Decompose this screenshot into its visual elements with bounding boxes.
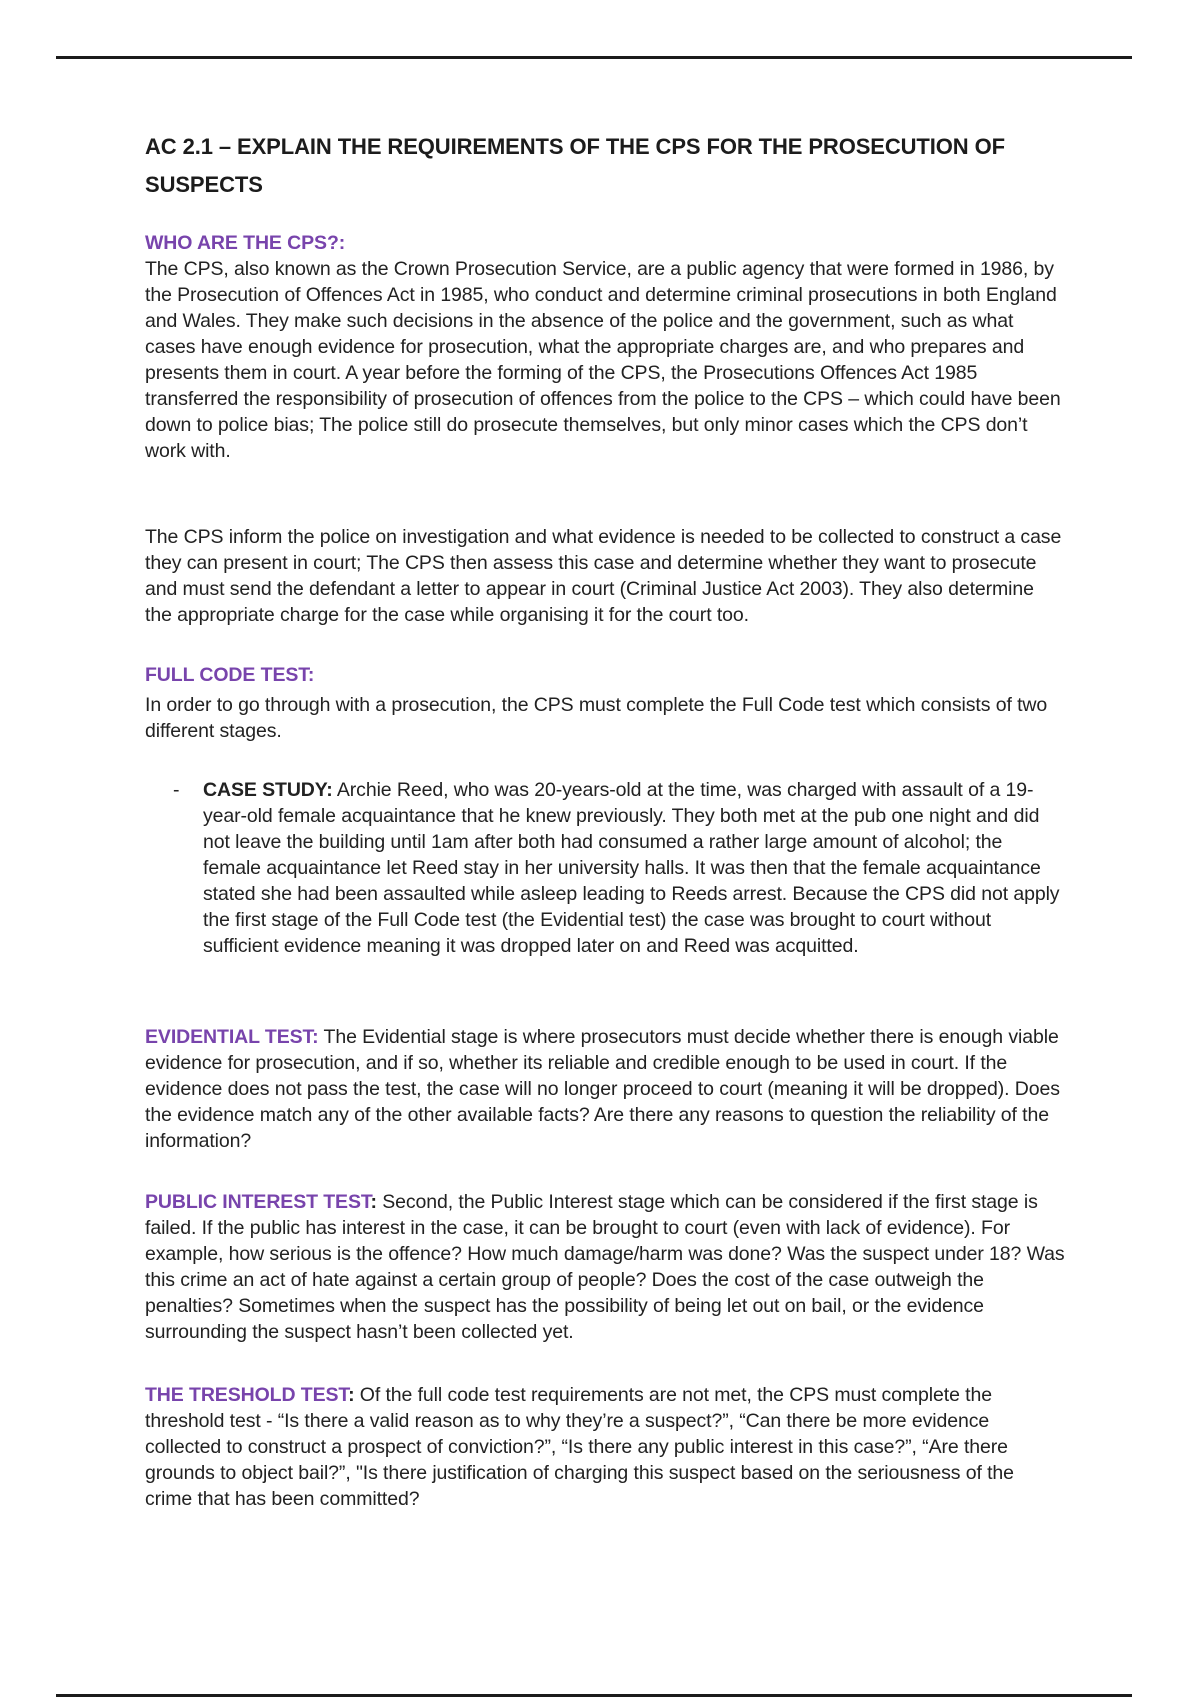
section-heading-who-are-the-cps: WHO ARE THE CPS?:	[145, 232, 346, 254]
paragraph-public-interest-test	[145, 1189, 1065, 1345]
footer-rule	[56, 1694, 1132, 1697]
threshold-test-text: Of the full code test requirements are not met, the CPS must complete the threshold test - “Is there a valid reason as to why they’re a suspect?”, “Can there be more evidence collected to construct a prospect of conviction?”, “Is there any public interest in this case?”, “Are there grounds to object bail?”, "Is there justification of charging this suspect based on the seriousness of the crime that has been committed?	[145, 1384, 1014, 1510]
page-title: AC 2.1 – EXPLAIN THE REQUIREMENTS OF THE CPS FOR THE PROSECUTION OF SUSPECTS	[145, 134, 1005, 197]
threshold-test-colon: :	[348, 1384, 355, 1406]
threshold-test-label: THE TRESHOLD TEST	[145, 1384, 349, 1406]
evidential-test-text: The Evidential stage is where prosecutors must decide whether there is enough viable evidence for prosecution, and if so, whether its reliable and credible enough to be used in court. If the evidence does not pass the test, the case will no longer proceed to court (meaning it will be dropped). Does the evidence match any of the other available facts? Are there any reasons to question the reliability of the information?	[145, 1026, 1060, 1152]
case-study-label: CASE STUDY:	[203, 779, 333, 801]
public-interest-test-colon: :	[370, 1191, 377, 1213]
case-study-paragraph	[203, 777, 1065, 959]
section-heading-full-code-test: FULL CODE TEST:	[145, 664, 315, 686]
case-study-text: Archie Reed, who was 20-years-old at the time, was charged with assault of a 19-year-old female acquaintance that he knew previously. They both met at the pub one night and did not leave the building until 1am after both had consumed a rather large amount of alcohol; the female acquaintance let Reed stay in her university halls. It was then that the female acquaintance stated she had been assaulted while asleep leading to Reeds arrest. Because the CPS did not apply the first stage of the Full Code test (the Evidential test) the case was brought to court without sufficient evidence meaning it was dropped later on and Reed was acquitted.	[203, 779, 1060, 957]
public-interest-test-label: PUBLIC INTEREST TEST	[145, 1191, 371, 1213]
case-study-bullet-item	[145, 777, 1065, 959]
paragraph-full-code-test: In order to go through with a prosecution, the CPS must complete the Full Code test which consists of two different stages.	[145, 694, 1048, 742]
header-rule	[56, 56, 1132, 59]
bullet-dash: -	[173, 779, 180, 801]
paragraph-threshold-test	[145, 1382, 1065, 1512]
evidential-test-label: EVIDENTIAL TEST:	[145, 1026, 319, 1048]
paragraph-who-are-the-cps-1: The CPS, also known as the Crown Prosecution Service, are a public agency that were formed in 1986, by the Prosecution of Offences Act in 1985, who conduct and determine criminal prosecutions in both England and Wales. They make such decisions in the absence of the police and the government, such as what cases have enough evidence for prosecution, what the appropriate charges are, and who prepares and presents them in court. A year before the forming of the CPS, the Prosecutions Offences Act 1985 transferred the responsibility of prosecution of offences from the police to the CPS – which could have been down to police bias; The police still do prosecute themselves, but only minor cases which the CPS don’t work with.	[145, 258, 1061, 462]
public-interest-test-text: Second, the Public Interest stage which can be considered if the first stage is failed. If the public has interest in the case, it can be brought to court (even with lack of evidence). For example, how serious is the offence? How much damage/harm was done? Was the suspect under 18? Was this crime an act of hate against a certain group of people? Does the cost of the case outweigh the penalties? Sometimes when the suspect has the possibility of being let out on bail, or the evidence surrounding the suspect hasn’t been collected yet.	[145, 1191, 1065, 1343]
paragraph-who-are-the-cps-2: The CPS inform the police on investigation and what evidence is needed to be collected to construct a case they can present in court; The CPS then assess this case and determine whether they want to prosecute and must send the defendant a letter to appear in court (Criminal Justice Act 2003). They also determine the appropriate charge for the case while organising it for the court too.	[145, 526, 1062, 626]
paragraph-evidential-test	[145, 1024, 1065, 1154]
